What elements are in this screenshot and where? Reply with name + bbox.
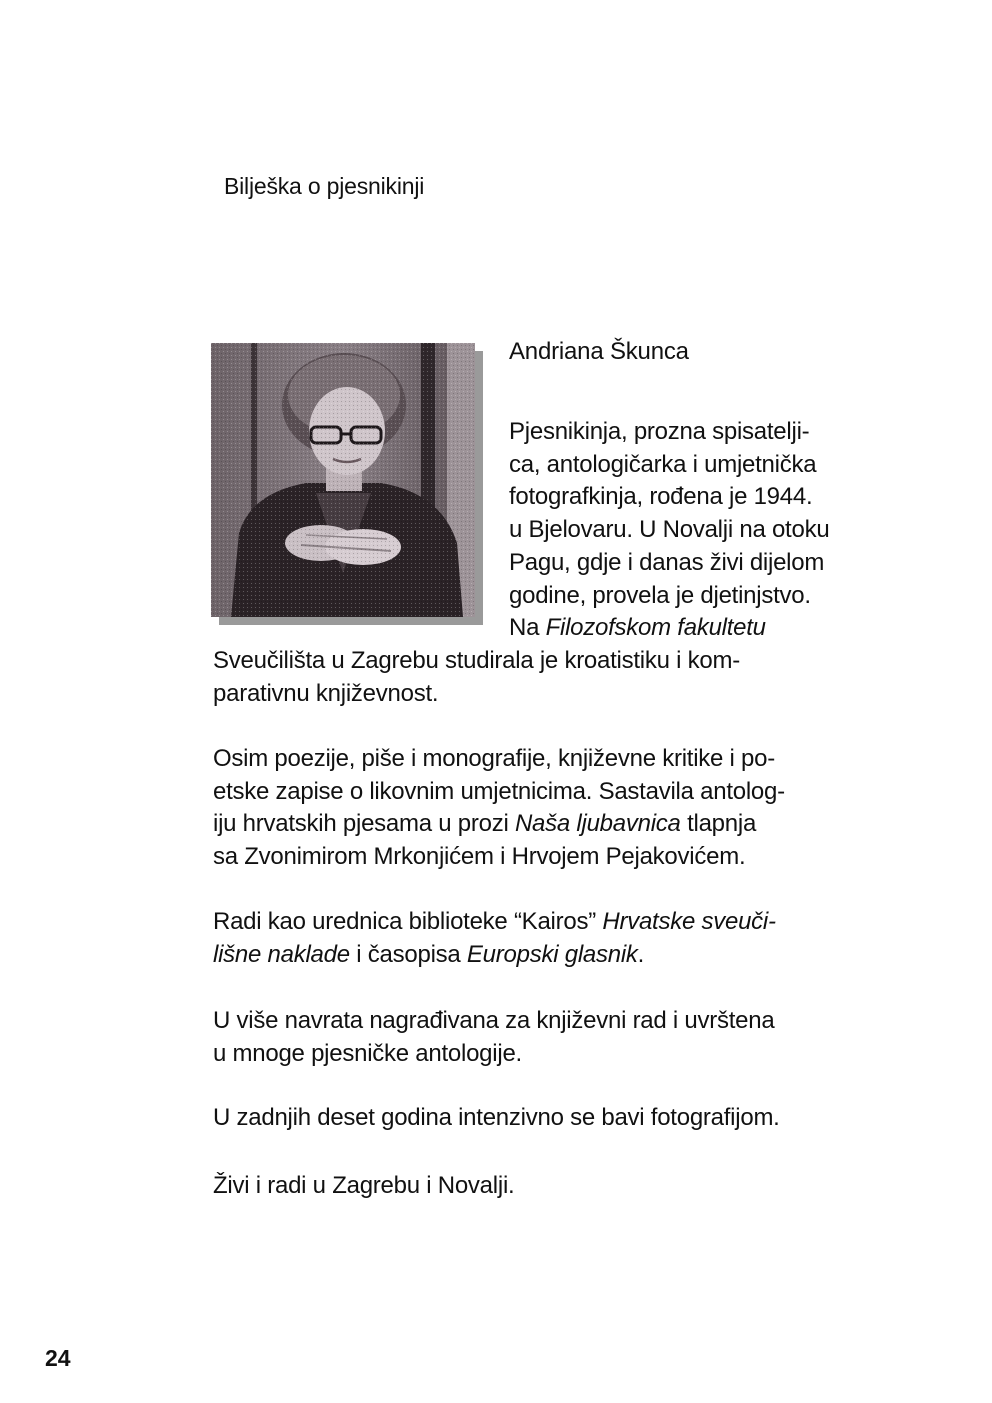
bio-line: Osim poezije, piše i monografije, književne kritike i po- [213, 745, 775, 772]
bio-text: . [637, 940, 645, 968]
journal-name: Europski glasnik [466, 940, 638, 968]
faculty-name: Filozofskom fakultetu [545, 614, 766, 642]
bio-line [509, 612, 899, 645]
author-name: Andriana Škunca [509, 338, 689, 365]
bio-paragraph-1-bottom [213, 645, 913, 710]
bio-line: Sveučilišta u Zagrebu studirala je kroatistiku i kom- [213, 647, 740, 674]
bio-line: godine, provela je djetinjstvo. [509, 581, 811, 609]
bio-text: tlapnja [680, 810, 757, 838]
bio-line: parativnu književnost. [213, 679, 439, 707]
book-title: Naša ljubavnica [514, 810, 681, 838]
bio-paragraph-4 [213, 1005, 913, 1070]
bio-line [213, 808, 913, 841]
bio-text: i časopisa [349, 940, 467, 968]
publisher-name: Hrvatske sveuči- [602, 908, 776, 935]
bio-text: Na [509, 614, 546, 642]
bio-line: sa Zvonimirom Mrkonjićem i Hrvojem Pejakovićem. [213, 843, 746, 871]
bio-line: Živi i radi u Zagrebu i Novalji. [213, 1172, 515, 1199]
bio-line: Pagu, gdje i danas živi dijelom [509, 548, 825, 576]
bio-line: u Bjelovaru. U Novalji na otoku [509, 516, 830, 544]
bio-paragraph-6 [213, 1170, 913, 1203]
bio-line: U zadnjih deset godina intenzivno se bavi fotografijom. [213, 1104, 780, 1131]
publisher-name: lišne naklade [213, 940, 350, 968]
bio-paragraph-1-top [509, 416, 899, 645]
bio-text: Radi kao urednica biblioteke “Kairos” [213, 908, 603, 935]
bio-line [213, 906, 913, 939]
bio-paragraph-2 [213, 743, 913, 874]
bio-paragraph-5 [213, 1102, 913, 1135]
bio-line: U više navrata nagrađivana za književni rad i uvrštena [213, 1007, 775, 1034]
author-photo [211, 343, 475, 617]
bio-line: fotografkinja, rođena je 1944. [509, 483, 813, 511]
bio-line [213, 939, 913, 972]
author-portrait-image [211, 343, 475, 617]
page-title: Bilješka o pjesnikinji [224, 173, 425, 199]
bio-text: iju hrvatskih pjesama u prozi [213, 810, 515, 838]
bio-line: ca, antologičarka i umjetnička [509, 450, 817, 478]
bio-line: etske zapise o likovnim umjetnicima. Sastavila antolog- [213, 777, 785, 805]
bio-paragraph-3 [213, 906, 913, 971]
page-number: 24 [45, 1345, 71, 1371]
bio-line: u mnoge pjesničke antologije. [213, 1039, 522, 1067]
bio-line: Pjesnikinja, prozna spisatelji- [509, 418, 810, 445]
